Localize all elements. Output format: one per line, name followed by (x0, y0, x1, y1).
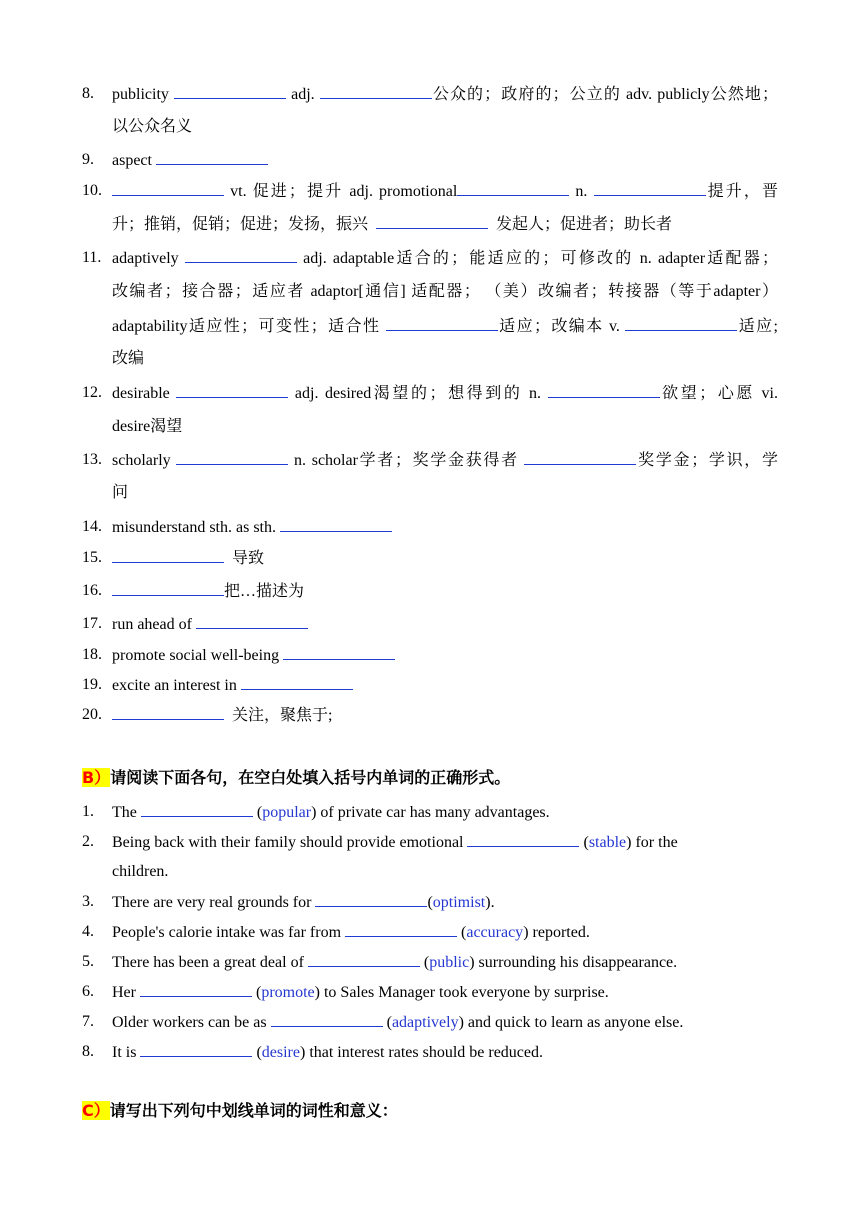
sentence-text: ) that interest rates should be reduced. (299, 1044, 544, 1061)
hint-word: promote (261, 984, 315, 1001)
sentence-text: There has been a great deal of (112, 954, 304, 971)
section-c-heading (82, 1097, 398, 1125)
hint-word: optimist (432, 894, 486, 911)
answer-blank[interactable] (112, 577, 224, 596)
item-text: excite an interest in (112, 677, 237, 694)
item-number: 17. (82, 615, 102, 632)
answer-blank[interactable] (283, 641, 395, 660)
item-text: adaptively (112, 250, 179, 267)
hint-word: stable (588, 834, 627, 851)
item-text: n. scholar学者；奖学金获得者 (294, 452, 519, 469)
item-text: n. (575, 183, 588, 200)
answer-blank[interactable] (467, 828, 579, 847)
item-text: 发起人；促进者；助长者 (496, 216, 673, 233)
item-number: 12. (82, 384, 102, 401)
item-text: 奖学金；学识，学 (636, 452, 778, 469)
sentence-text: ). (485, 894, 495, 911)
item-text: 改编者；接合器；适应者 adaptor[通信] 适配器； （美）改编者；转接器（等于adapter） (112, 283, 778, 300)
answer-blank[interactable] (320, 80, 432, 99)
item-text: 导致 (232, 550, 265, 567)
item-number: 5. (82, 953, 94, 970)
answer-blank[interactable] (594, 177, 706, 196)
answer-blank[interactable] (112, 177, 224, 196)
answer-blank[interactable] (315, 888, 427, 907)
item-text: misunderstand sth. as sth. (112, 519, 276, 536)
item-text: scholarly (112, 452, 171, 469)
item-text: 适应；改编本 v. (497, 318, 620, 335)
item-text: desire渴望 (112, 418, 183, 435)
answer-blank[interactable] (185, 244, 297, 263)
sentence-text: ) for the (626, 834, 678, 851)
answer-blank[interactable] (524, 446, 636, 465)
item-text: 把…描述为 (224, 583, 305, 600)
sentence-text: Being back with their family should provide emotional (112, 834, 464, 851)
item-text: adj. (291, 86, 315, 103)
answer-blank[interactable] (376, 210, 488, 229)
item-number: 15. (82, 549, 102, 566)
item-text: vt. 促进；提升 adj. promotional (230, 183, 458, 200)
item-text: adj. adaptable适合的；能适应的；可修改的 n. adapter适配器； (303, 250, 779, 267)
sentence-text: ) reported. (523, 924, 590, 941)
item-text: 升；推销，促销；促进；发扬，振兴 (112, 216, 369, 233)
answer-blank[interactable] (176, 379, 288, 398)
hint-word: accuracy (466, 924, 524, 941)
answer-blank[interactable] (112, 701, 224, 720)
item-number: 4. (82, 923, 94, 940)
sentence-text: People's calorie intake was far from (112, 924, 342, 941)
item-number: 8. (82, 1043, 94, 1060)
item-text: publicity (112, 86, 169, 103)
answer-blank[interactable] (625, 312, 737, 331)
item-text: 适应; (737, 318, 778, 335)
item-text: run ahead of (112, 616, 192, 633)
hint-word: public (429, 954, 470, 971)
item-number: 3. (82, 893, 94, 910)
item-text: 欲望；心愿 vi. (659, 385, 779, 402)
worksheet-page: 8. publicity adj. 公众的；政府的；公立的 adv. publicly公然地； 以公众名义 9. aspect 10. vt. 促进；提升 adj. promotional n. 提升，晋 升；推销，促销；促进；发扬，振兴 发起人；促进者；助长者 11. adaptively adj. adaptable适合的；能适应的；可修改的 n. adapter适配器； 改编者；接合器；适应者 adaptor[通信] 适配器； （美）改编者；转接器（等于adapter） adaptability适应性；可变性；适合性 适应；改编本 v. 适应; 改编 12. desirable adj. desired渴望的；想得到的 n. 欲望；心愿 vi. desire渴望 13. scholarly n. scholar学者；奖学金获得者 奖学金；学识，学 问 14. misunderstand sth. as sth. 15. 导致 16. 把…描述为 17. run ahead of 18. promote social well-being 19. excite an interest in 20. 关注，聚焦于; B）请阅读下面各句，在空白处填入括号内单词的正确形式。 1. The (popular) of private car has many advantages. 2. Being back with their family should provide emotional (stable) for the children. 3. There are very real grounds for (optimist). 4. People's calorie intake was far from (accuracy) reported. 5. There has been a great deal of (public) surrounding his disappearance. 6. Her (promote) to Sales Manager took everyone by surprise. 7. Older workers can be as (adaptively) and quick to learn as anyone else. 8. It is (desire) that interest rates should be reduced. C）请写出下列句中划线单词的词性和意义： (0, 0, 860, 1216)
item-number: 11. (82, 249, 102, 266)
item-text: adj. desired渴望的；想得到的 n. (294, 385, 541, 402)
item-text: 提升，晋 (705, 183, 779, 200)
item-text: 关注，聚焦于; (232, 707, 333, 724)
answer-blank[interactable] (308, 948, 420, 967)
answer-blank[interactable] (176, 446, 288, 465)
answer-blank[interactable] (280, 513, 392, 532)
item-number: 16. (82, 582, 102, 599)
answer-blank[interactable] (141, 798, 253, 817)
item-text: aspect (112, 152, 152, 169)
hint-word: adaptively (391, 1014, 459, 1031)
sentence-text: There are very real grounds for (112, 894, 312, 911)
sentence-text: Older workers can be as (112, 1014, 267, 1031)
section-marker: C） (82, 1101, 110, 1120)
item-number: 10. (82, 182, 102, 199)
answer-blank[interactable] (174, 80, 286, 99)
sentence-text: It is (112, 1044, 137, 1061)
answer-blank[interactable] (386, 312, 498, 331)
item-number: 14. (82, 518, 102, 535)
section-title: 请阅读下面各句，在空白处填入括号内单词的正确形式。 (110, 768, 511, 787)
item-number: 18. (82, 646, 102, 663)
answer-blank[interactable] (112, 544, 224, 563)
item-number: 6. (82, 983, 94, 1000)
item-number: 1. (82, 803, 94, 820)
answer-blank[interactable] (156, 146, 268, 165)
section-title: 请写出下列句中划线单词的词性和意义： (109, 1101, 398, 1120)
item-text: 问 (112, 484, 129, 501)
section-b-heading (82, 764, 510, 792)
item-number: 9. (82, 151, 94, 168)
hint-word: desire (261, 1044, 300, 1061)
item-number: 20. (82, 706, 102, 723)
item-text: 以公众名义 (112, 118, 193, 135)
item-number: 7. (82, 1013, 94, 1030)
item-text: 公众的；政府的；公立的 adv. publicly公然地； (431, 86, 779, 103)
item-number: 8. (82, 85, 94, 102)
sentence-text: ) of private car has many advantages. (311, 804, 550, 821)
sentence-text: children. (112, 863, 169, 880)
sentence-text: ) surrounding his disappearance. (469, 954, 678, 971)
sentence-text: ) and quick to learn as anyone else. (458, 1014, 684, 1031)
answer-blank[interactable] (196, 610, 308, 629)
item-number: 13. (82, 451, 102, 468)
sentence-text: ) to Sales Manager took everyone by surprise. (314, 984, 609, 1001)
item-text: 改编 (112, 350, 145, 367)
sentence-text: Her (112, 984, 136, 1001)
answer-blank[interactable] (140, 978, 252, 997)
answer-blank[interactable] (548, 379, 660, 398)
answer-blank[interactable] (345, 918, 457, 937)
item-text: adaptability适应性；可变性；适合性 (112, 318, 381, 335)
answer-blank[interactable] (241, 671, 353, 690)
sentence-text: The (112, 804, 137, 821)
item-text: promote social well-being (112, 647, 280, 664)
answer-blank[interactable] (140, 1038, 252, 1057)
answer-blank[interactable] (457, 177, 569, 196)
item-number: 2. (82, 833, 94, 850)
item-number: 19. (82, 676, 102, 693)
section-marker: B） (82, 768, 111, 787)
hint-word: popular (262, 804, 312, 821)
answer-blank[interactable] (271, 1008, 383, 1027)
item-text: desirable (112, 385, 170, 402)
